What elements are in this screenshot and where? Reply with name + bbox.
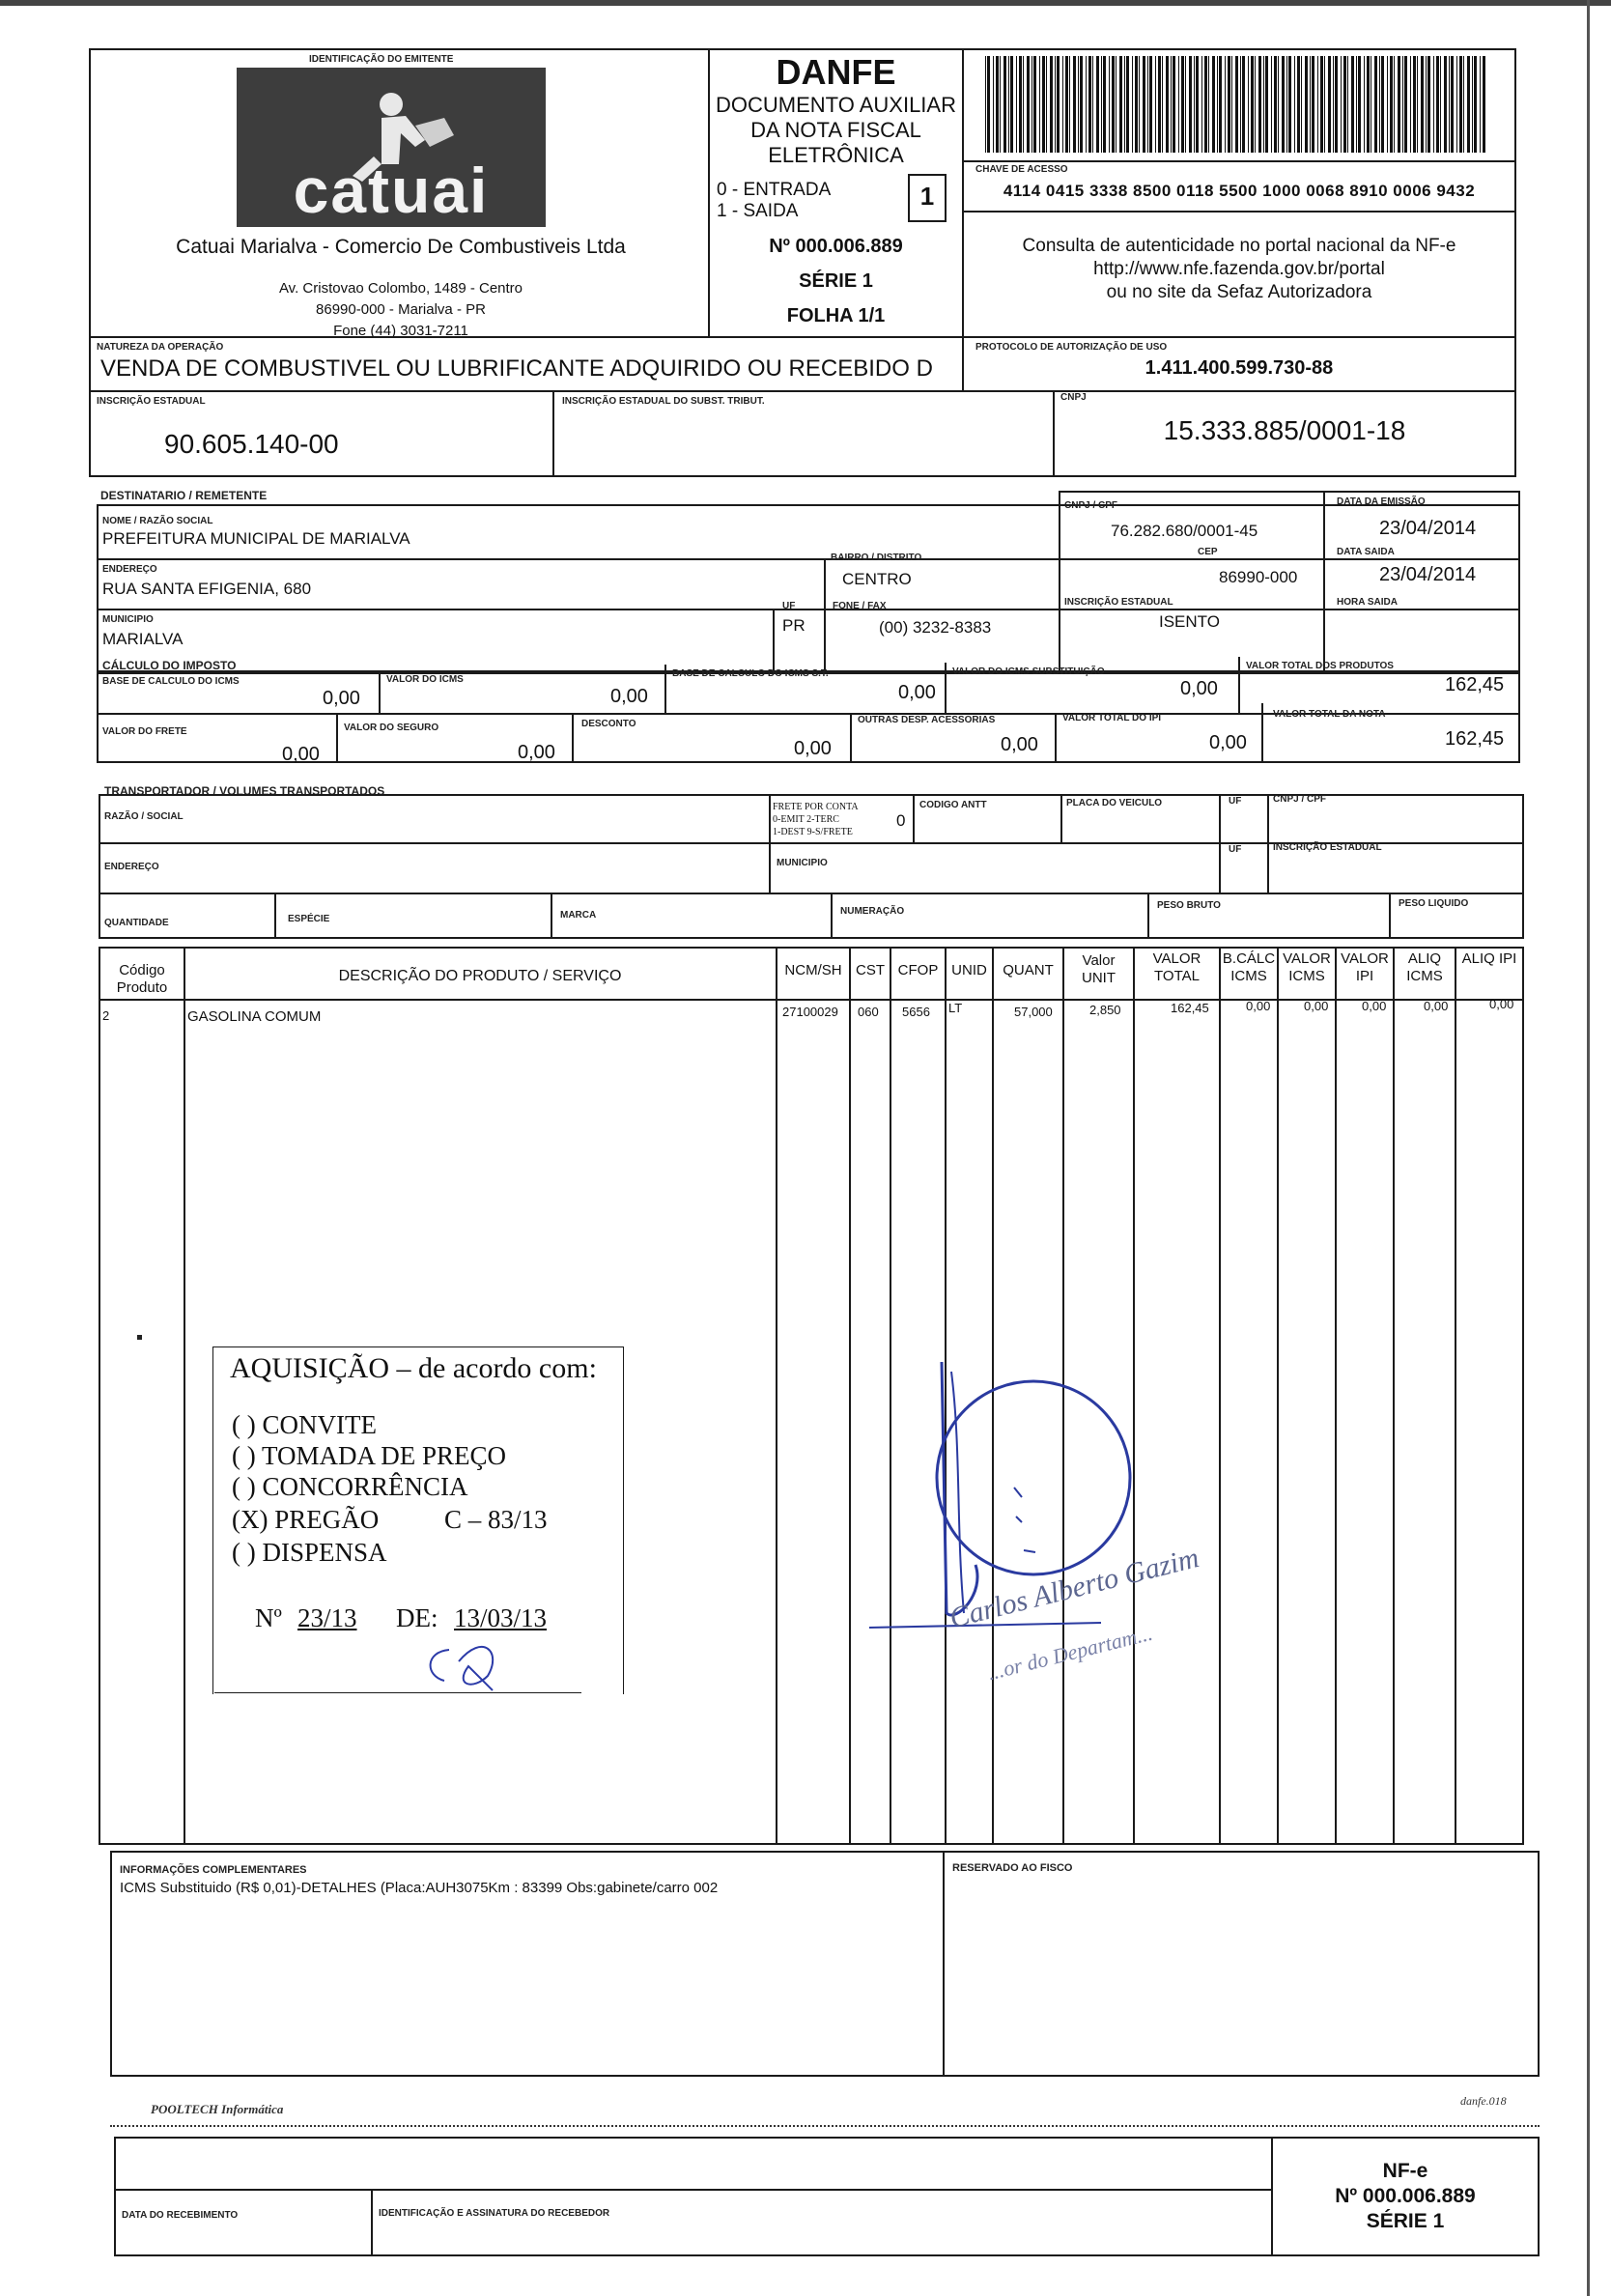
transp-uf2-label: UF xyxy=(1229,844,1242,855)
cell-vtotal: 162,45 xyxy=(1171,1001,1209,1015)
transp-uf-label: UF xyxy=(1229,796,1242,807)
dest-cnpj-label: CNPJ / CPF xyxy=(1064,500,1118,511)
outras-label: OUTRAS DESP. ACESSORIAS xyxy=(858,715,996,725)
danfe-tipo: 1 xyxy=(919,182,935,211)
col-descricao-header: DESCRIÇÃO DO PRODUTO / SERVIÇO xyxy=(338,968,622,984)
transp-endereco-label: ENDEREÇO xyxy=(104,862,159,872)
transp-qtd-label: QUANTIDADE xyxy=(104,918,169,928)
stamp-numero: 23/13 xyxy=(297,1603,357,1632)
stamp-opt-pregao: (X) PREGÃO xyxy=(232,1505,380,1534)
bc-icms-label: BASE DE CALCULO DO ICMS xyxy=(102,676,240,687)
bc-st-label: BASE DE CALCULO DO ICMS S.T. xyxy=(672,668,829,679)
col-codigo-header: Código Produto xyxy=(116,962,168,996)
v-st: 0,00 xyxy=(1180,678,1218,699)
divider xyxy=(1455,947,1456,1845)
col-cfop-header: CFOP xyxy=(897,962,939,978)
divider xyxy=(184,947,185,1845)
bc-st: 0,00 xyxy=(898,682,936,703)
stamp-opt-pregao-extra: C – 83/13 xyxy=(444,1505,548,1534)
cell-ncm: 27100029 xyxy=(782,1005,838,1019)
dest-fone: (00) 3232-8383 xyxy=(879,618,992,637)
cnpj-label: CNPJ xyxy=(1060,392,1087,403)
divider xyxy=(831,893,833,939)
divider xyxy=(913,794,915,842)
divider xyxy=(1219,794,1221,893)
cell-bc: 0,00 xyxy=(1246,999,1271,1013)
desconto: 0,00 xyxy=(794,738,832,759)
stamp-signature-line xyxy=(214,1692,581,1693)
footer-brand: POOLTECH Informática xyxy=(151,2102,284,2116)
dest-municipio-label: MUNICIPIO xyxy=(102,614,154,625)
cell-vicms: 0,00 xyxy=(1304,999,1329,1013)
danfe-folha: FOLHA 1/1 xyxy=(786,305,886,326)
cell-codigo: 2 xyxy=(102,1008,110,1023)
dest-fone-label: FONE / FAX xyxy=(833,601,887,611)
divider xyxy=(371,2189,373,2256)
divider xyxy=(850,713,852,763)
cell-aicms: 0,00 xyxy=(1424,999,1449,1013)
divider xyxy=(776,947,777,1845)
divider xyxy=(1335,947,1337,1845)
transp-numeracao-label: NUMERAÇÃO xyxy=(840,906,905,917)
col-unid-header: UNID xyxy=(951,962,987,978)
danfe-serie: SÉRIE 1 xyxy=(799,270,873,292)
divider xyxy=(114,2189,1271,2191)
imposto-section-label: CÁLCULO DO IMPOSTO xyxy=(102,659,237,672)
emitente-address2: 86990-000 - Marialva - PR xyxy=(316,301,486,318)
danfe-subtitle-2: DA NOTA FISCAL xyxy=(750,118,921,142)
chave-value: 4114 0415 3338 8500 0118 5500 1000 0068 8910 0006 9432 xyxy=(1003,182,1476,200)
dest-hora-label: HORA SAIDA xyxy=(1337,597,1398,608)
col-vunit-header: Valor UNIT xyxy=(1082,952,1116,986)
fisco-box xyxy=(943,1851,1540,2077)
dest-nome: PREFEITURA MUNICIPAL DE MARIALVA xyxy=(102,529,410,548)
transp-municipio-label: MUNICIPIO xyxy=(777,858,828,868)
divider xyxy=(1238,657,1240,713)
transp-especie-label: ESPÉCIE xyxy=(288,914,330,924)
signature-subtitle: ...or do Departam... xyxy=(985,1620,1155,1686)
cell-quant: 57,000 xyxy=(1014,1005,1053,1019)
protocolo-value: 1.411.400.599.730-88 xyxy=(1145,357,1334,379)
dest-bairro: CENTRO xyxy=(842,570,912,588)
divider xyxy=(1059,609,1060,674)
stamp-opt-dispensa: ( ) DISPENSA xyxy=(232,1538,387,1567)
ie-st-label: INSCRIÇÃO ESTADUAL DO SUBST. TRIBUT. xyxy=(562,396,765,407)
destinatario-section-label: DESTINATARIO / REMETENTE xyxy=(100,489,268,502)
divider xyxy=(664,665,666,713)
divider xyxy=(379,670,381,713)
stamp-data: 13/03/13 xyxy=(454,1603,548,1632)
handwritten-initials xyxy=(415,1623,522,1700)
logo-text: catuai xyxy=(293,155,490,226)
barcode-icon xyxy=(985,56,1487,153)
divider xyxy=(1147,893,1149,939)
outras: 0,00 xyxy=(1001,734,1038,755)
divider xyxy=(945,663,947,713)
dest-data-saida-label: DATA SAIDA xyxy=(1337,547,1395,557)
col-vipi-header: VALOR IPI xyxy=(1341,950,1389,984)
divider xyxy=(824,558,826,674)
dest-data-saida: 23/04/2014 xyxy=(1379,564,1477,585)
natureza-label: NATUREZA DA OPERAÇÃO xyxy=(97,342,224,353)
col-aicms-header: ALIQ ICMS xyxy=(1406,950,1443,984)
info-label: INFORMAÇÕES COMPLEMENTARES xyxy=(120,1864,307,1876)
divider xyxy=(551,893,552,939)
stamp-de-label: DE: xyxy=(396,1603,438,1632)
col-vicms-header: VALOR ICMS xyxy=(1283,950,1331,984)
stamp-opt-convite: ( ) CONVITE xyxy=(232,1410,377,1439)
cnpj-value: 15.333.885/0001-18 xyxy=(1163,415,1406,445)
col-bc-header: B.CÁLC ICMS xyxy=(1222,950,1276,984)
cell-vunit: 2,850 xyxy=(1089,1003,1121,1017)
transp-placa-label: PLACA DO VEICULO xyxy=(1066,798,1163,808)
danfe-entrada: 0 - ENTRADA xyxy=(717,180,832,200)
ipi-label: VALOR TOTAL DO IPI xyxy=(1062,713,1162,723)
natureza-value: VENDA DE COMBUSTIVEL OU LUBRIFICANTE ADQUIRIDO OU RECEBIDO D xyxy=(100,355,933,382)
transp-marca-label: MARCA xyxy=(560,910,597,921)
dest-cep-label: CEP xyxy=(1198,547,1218,557)
cut-line xyxy=(110,2125,1540,2127)
emitente-address1: Av. Cristovao Colombo, 1489 - Centro xyxy=(278,280,523,297)
transp-peso-liq-label: PESO LIQUIDO xyxy=(1399,898,1469,909)
divider xyxy=(1055,713,1057,763)
dest-uf-label: UF xyxy=(782,601,796,611)
v-icms-label: VALOR DO ICMS xyxy=(386,674,464,685)
transp-frete-3: 1-DEST 9-S/FRETE xyxy=(773,827,853,837)
col-quant-header: QUANT xyxy=(1003,962,1054,978)
v-icms: 0,00 xyxy=(610,686,648,707)
dest-uf: PR xyxy=(782,616,806,635)
divider xyxy=(773,609,775,674)
v-nota: 162,45 xyxy=(1445,728,1505,750)
chave-label: CHAVE DE ACESSO xyxy=(975,164,1068,175)
emitente-phone: Fone (44) 3031-7211 xyxy=(333,323,468,339)
col-ncm-header: NCM/SH xyxy=(784,962,842,978)
v-st-label: VALOR DO ICMS SUBSTITUIÇÃO xyxy=(952,666,1105,677)
divider xyxy=(99,893,1524,894)
dest-cnpj: 76.282.680/0001-45 xyxy=(1111,522,1258,540)
desconto-label: DESCONTO xyxy=(581,719,636,729)
divider xyxy=(1277,947,1279,1845)
danfe-subtitle-3: ELETRÔNICA xyxy=(768,143,904,167)
consulta-line-2[interactable]: http://www.nfe.fazenda.gov.br/portal xyxy=(1093,259,1385,279)
receb-assin-label: IDENTIFICAÇÃO E ASSINATURA DO RECEBEDOR xyxy=(379,2208,610,2219)
cell-cfop: 5656 xyxy=(902,1005,930,1019)
emitente-section-label: IDENTIFICAÇÃO DO EMITENTE xyxy=(309,54,454,65)
transp-section-label: TRANSPORTADOR / VOLUMES TRANSPORTADOS xyxy=(104,784,385,798)
divider xyxy=(962,211,1516,213)
dest-endereco-label: ENDEREÇO xyxy=(102,564,157,575)
info-text: ICMS Substituido (R$ 0,01)-DETALHES (Placa:AUH3075Km : 83399 Obs:gabinete/carro 002 xyxy=(120,1880,719,1896)
divider xyxy=(1389,893,1391,939)
cell-unid: LT xyxy=(948,1001,963,1015)
receb-data-label: DATA DO RECEBIMENTO xyxy=(122,2210,239,2221)
frete-label: VALOR DO FRETE xyxy=(102,726,187,737)
scan-speck xyxy=(137,1335,142,1340)
divider xyxy=(274,893,276,939)
scan-right-edge xyxy=(1587,0,1590,2296)
v-nota-label: VALOR TOTAL DA NOTA xyxy=(1273,709,1386,720)
dest-cep: 86990-000 xyxy=(1219,568,1298,586)
dest-ie-label: INSCRIÇÃO ESTADUAL xyxy=(1064,597,1173,608)
v-prod-label: VALOR TOTAL DOS PRODUTOS xyxy=(1246,661,1394,671)
scan-top-edge xyxy=(0,0,1611,6)
stamp-title: AQUISIÇÃO – de acordo com: xyxy=(230,1352,597,1384)
dest-nome-label: NOME / RAZÃO SOCIAL xyxy=(102,516,213,526)
divider xyxy=(962,160,1516,162)
divider xyxy=(769,794,771,893)
footer-code: danfe.018 xyxy=(1460,2094,1507,2108)
barcode xyxy=(985,56,1487,153)
stamp-numero-label: Nº xyxy=(255,1603,282,1632)
divider xyxy=(1267,794,1269,893)
divider xyxy=(97,609,1520,610)
protocolo-label: PROTOCOLO DE AUTORIZAÇÃO DE USO xyxy=(975,342,1168,353)
transp-frete-1: FRETE POR CONTA xyxy=(773,802,859,812)
transp-frete-value: 0 xyxy=(896,811,906,830)
bc-icms: 0,00 xyxy=(323,688,360,709)
divider xyxy=(572,713,574,763)
divider xyxy=(1393,947,1395,1845)
danfe-title: DANFE xyxy=(776,52,896,92)
frete: 0,00 xyxy=(282,744,320,765)
seguro-label: VALOR DO SEGURO xyxy=(344,723,439,733)
fisco-label: RESERVADO AO FISCO xyxy=(952,1862,1073,1874)
consulta-line-1: Consulta de autenticidade no portal nacional da NF-e xyxy=(1022,236,1456,256)
cell-aipi: 0,00 xyxy=(1489,997,1514,1011)
ipi: 0,00 xyxy=(1209,732,1247,753)
danfe-numero: Nº 000.006.889 xyxy=(769,236,903,257)
cell-descricao: GASOLINA COMUM xyxy=(187,1008,322,1025)
signature-name: Carlos Alberto Gazim xyxy=(947,1542,1202,1635)
stamp-opt-concorrencia: ( ) CONCORRÊNCIA xyxy=(232,1472,468,1501)
danfe-subtitle-1: DOCUMENTO AUXILIAR xyxy=(716,93,956,117)
danfe-saida: 1 - SAIDA xyxy=(717,201,799,221)
cell-cst: 060 xyxy=(858,1005,879,1019)
transp-ie-label: INSCRIÇÃO ESTADUAL xyxy=(1273,842,1382,853)
seguro: 0,00 xyxy=(518,742,555,763)
transp-peso-bruto-label: PESO BRUTO xyxy=(1157,900,1221,911)
emitente-name: Catuai Marialva - Comercio De Combustiveis Ltda xyxy=(176,236,626,258)
footer-numero: Nº 000.006.889 xyxy=(1335,2185,1476,2207)
footer-serie: SÉRIE 1 xyxy=(1366,2210,1445,2232)
ie-value: 90.605.140-00 xyxy=(164,429,339,459)
transp-razao-label: RAZÃO / SOCIAL xyxy=(104,811,184,822)
dest-endereco: RUA SANTA EFIGENIA, 680 xyxy=(102,580,312,598)
ie-label: INSCRIÇÃO ESTADUAL xyxy=(97,396,206,407)
divider xyxy=(336,713,338,763)
consulta-line-3: ou no site da Sefaz Autorizadora xyxy=(1106,282,1372,302)
cell-vipi: 0,00 xyxy=(1362,999,1387,1013)
dest-municipio: MARIALVA xyxy=(102,630,184,648)
divider xyxy=(1261,703,1263,763)
col-cst-header: CST xyxy=(856,962,885,978)
transp-frete-2: 0-EMIT 2-TERC xyxy=(773,814,839,825)
col-vtotal-header: VALOR TOTAL xyxy=(1152,950,1201,984)
dest-data-emissao: 23/04/2014 xyxy=(1379,518,1477,539)
dest-bairro-label: BAIRRO / DISTRITO xyxy=(831,553,922,563)
dest-data-emissao-label: DATA DA EMISSÃO xyxy=(1337,496,1426,507)
transp-cnpj-label: CNPJ / CPF xyxy=(1273,794,1327,805)
divider xyxy=(1060,794,1062,842)
divider xyxy=(1219,947,1221,1845)
v-prod: 162,45 xyxy=(1445,674,1505,695)
dest-ie: ISENTO xyxy=(1159,612,1220,631)
emitente-logo xyxy=(237,68,546,227)
transp-antt-label: CODIGO ANTT xyxy=(919,800,987,810)
stamp-opt-tomada: ( ) TOMADA DE PREÇO xyxy=(232,1441,507,1470)
col-aipi-header: ALIQ IPI xyxy=(1461,950,1517,967)
footer-nfe: NF-e xyxy=(1382,2160,1428,2182)
